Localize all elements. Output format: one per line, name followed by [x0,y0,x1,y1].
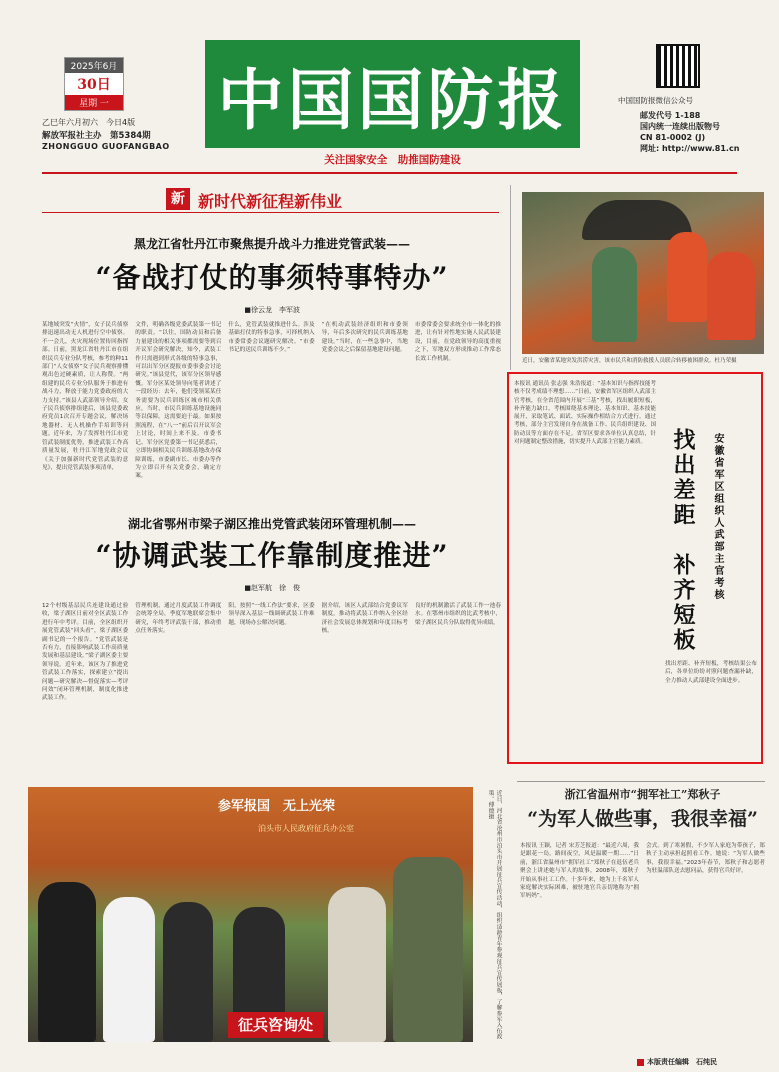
masthead-banner [205,40,580,148]
person-shape [233,907,285,1017]
article4-column: 本报讯 王颖，记者 宋芳芝报道：“最近六周，我是跟花一岛，路间夜空，风是温暖一期……”日前，浙江省温州市“拥军社工”郑秋子在退伍老兵聚会上讲述她与军人的故事。2008年，郑秋子开始从事社工工作。十多年来，她为上千名军人家庭解决实际困难，被驻地官兵亲切地称为“拥军妈妈”。 [520,843,639,900]
article3-headline: 找出差距 补齐短板 [670,428,696,653]
date-box [64,57,124,111]
editor-name: 石纯民 [696,1058,717,1066]
article3-column: 找出差距、补齐短板，考核结果公布后，各单位纷纷对照问题查漏补缺，全力推动人武部建设全面进步。 [665,661,757,684]
photo1-caption: 近日，安徽省某地突发洪涝灾害，该市民兵和消防救援人员联合转移被困群众。杜乃荣摄 [522,358,737,364]
photo-sign: 参军报国 无上光荣 [218,799,336,814]
article1-column: 什么，党管武装就推进什么。涉及基础打仗的特事急事，可择机纳入市委常委会议题研究解决。“市委书记的送民兵训练不少。” [228,322,315,354]
article1-column: 文件，明确各级党委武装第一书记的职责。“以往，国防动员和后备力量建设的相关事项都需要等到召开议军会研究解决，知今，武装工作只需遇到形式各级的特事急事，可以出军分区提报市委事委会讨论研究。”该县党代，该军分区领导感慨。军分区某处领导向笔者讲述了一段经历：去年，他们受领某某任务需要为民兵训练区城市相关供应，当时，市民兵训练基地设施同等以保障。这需要迫于最。如果按照流程，在“八一”前后召开议军会上讨论，时间上来不及。市委书记、军分区党委第一书记获悉后，立即协调相关民兵训练基地改办保障训练，市委副市长、市委办等作为立即召开有关党委会，确定方案。 [135,322,222,480]
cn-number: CN 81-0002 (J) [640,133,706,142]
consultation-banner: 征兵咨询处 [228,1012,323,1038]
article2-headline: “协调武装工作靠制度推进” [95,539,449,572]
article4-body [520,842,765,1047]
date-weekday: 星期 一 [65,95,123,110]
article2-body [42,602,501,772]
photo-sign-sub: 泊头市人民政府征兵办公室 [258,824,354,833]
qr-code-icon [656,44,700,88]
page-editor [637,1057,717,1067]
article2-kicker: 湖北省鄂州市梁子湖区推出党管武装闭环管理机制—— [127,517,416,531]
article1-byline: ■徐云龙 李军波 [244,306,300,314]
person-shape [328,887,386,1042]
article2-column: 管理机制，通过月度武装工作调度会统筹全局，季度军地联席会集中研究，年终考评武装干部，推动重点任务落实。 [135,603,222,635]
masthead-divider [42,172,737,174]
article3-body-2 [665,660,757,755]
paper-pinyin: ZHONGGUO GUOFANGBAO [42,142,170,151]
article3-subtitle: 安徽省军区组织人武部主官考核 [712,433,723,601]
website: 网址: http://www.81.cn [640,144,740,153]
article3-column: 本报讯 通讯员 张志强 朱浩报道：“基本知识与指挥技能考核不仅考成绩不理想……”日前，安徽省军区组织人武部主官考核，在全省范围内开展“三基”考核，找出履职短板，补齐能力缺口。考核围绕基本理论、基本知识、基本技能展开，采取笔试、面试、实际操作相结合方式进行。通过考核，部分主官发现自身在战备工作、民兵组织建设、国防动员等方面存在不足。省军区要求各单位认真总结，针对问题制定整改措施，切实提升人武部主官能力素质。 [514,381,656,446]
column-divider [510,185,511,370]
article3-body [514,380,656,755]
paper-title: 中国国防报 [217,60,568,139]
article2-column: 良好的机制激活了武装工作一池春水。在鄂州市组织的比武考核中，梁子湖区民兵分队取得优异成绩。 [414,603,502,626]
person-shape [163,902,213,1042]
person-shape [667,232,707,322]
qr-caption: 中国国防报微信公众号 [618,96,693,105]
publisher-line: 解放军报社主办 第5384期 [42,131,151,141]
person-shape [707,252,755,340]
editor-label: 本版责任编辑 [647,1058,689,1066]
person-shape [38,882,96,1042]
editor-tag-icon [637,1059,644,1066]
section-title: 新时代新征程新伟业 [198,192,343,211]
masthead-slogan: 关注国家安全 助推国防建设 [324,154,461,166]
article1-headline: “备战打仗的事须特事特办” [95,261,449,294]
article4-kicker: 浙江省温州市“拥军社工”郑秋子 [564,788,721,801]
person-shape [592,247,637,342]
photo2-caption: 近日，河北省沧州市泊头市开展征兵宣传活动，组织适龄青年参观征兵宣传展板，了解参军入伍政策。傅德摄 [487,790,501,1040]
publication-info [640,110,739,154]
article4-column: 会式。到了寒暑假，不少军人家庭为带孩子，郑秋子主动承担起照看工作。她说：“为军人做些事，我很幸福。”2023年春节，郑秋子和志愿者为驻温部队送去慰问品，获得官兵好评。 [646,843,765,875]
article1-column: “在机动武装经济组织和市委领导，年后多次研究的民兵训练基地建设。”当时，在一些急事中，当地党委会议之后保留基地建设问题。 [321,322,408,354]
section-divider [42,212,499,213]
postal-code: 邮发代号 1-188 [640,111,701,120]
article1-body [42,321,501,509]
soldier-shape [393,857,463,1042]
article1-column: 市委常委会要求统全市一体化的推进，让有针对性地实施人民武装建设，目前，在党政领导的高度重视之下，军地双方形成推动工作常态长效工作机制。 [414,322,502,362]
article2-byline: ■赵军航 徐 俊 [244,584,300,592]
lunar-date: 乙巳年六月初六 今日4版 [42,118,136,127]
person-shape [103,897,155,1042]
article1-kicker: 黑龙江省牡丹江市聚焦提升战斗力推进党管武装—— [133,237,410,251]
article1-column: 某地域突发“火情”，女子民兵侦察排迅速出动无人机进行空中侦察。不一会儿，火灾现场位置传回指挥部。日前，黑龙江省牡丹江市在组织民兵专业分队考核，参考的种11部门“人女侦察”女子民兵观察排懂观出色过硬素质，让人称赞。“两组建的民兵专业分队服务于推进有战斗力，释放于能力党委政府的大力支持。”该县人武部领导介绍。女子民兵侦察排组建后，该县党委政府党员1次召开专题会议，解决场地器材、无人机操作手培训等问题。近年来，为了发挥牡丹江市党管武装制度优势，推进武装工作高质量发展，牡丹江军地党政会议《关于加强新时代党管武装的意见》，提出党管武装事项清单， [42,322,129,471]
article2-column: 12个村级基层民兵连建设通过验收，梁子湖区日前对全区武装工作进行年中考评。目前，全区组织开展党管武装“回头看”，梁子湖区委副书记的一个报告。“党管武装是否有力，直接影响武装工作高质量发展和基层建设。”梁子湖区委主要领导说。近年来，该区为了推进党管武装工作落实，探索建立“提出问题—研究解决—督促落实—考评问效”闭环管理机制，制度化推进武装工作。 [42,603,129,702]
article4-divider [517,781,765,782]
date-year-month: 2025年6月 [65,58,123,73]
article2-column: 阳，按照“一线工作法”要求，区委领导深入基层一线调研武装工作难题，现场办公解决问题。 [228,603,315,626]
article4-headline: “为军人做些事，我很幸福” [527,808,758,830]
recruitment-photo [28,787,473,1042]
section-logo-icon: 新 [166,188,190,210]
article2-column: 据介绍，该区人武部结合党委议军制度，推动将武装工作纳入全区经济社会发展总体规划和年度目标考核。 [321,603,408,635]
issn-label: 国内统一连续出版物号 [640,122,720,131]
flood-rescue-photo [522,192,764,354]
date-day: 30日 [77,77,111,93]
